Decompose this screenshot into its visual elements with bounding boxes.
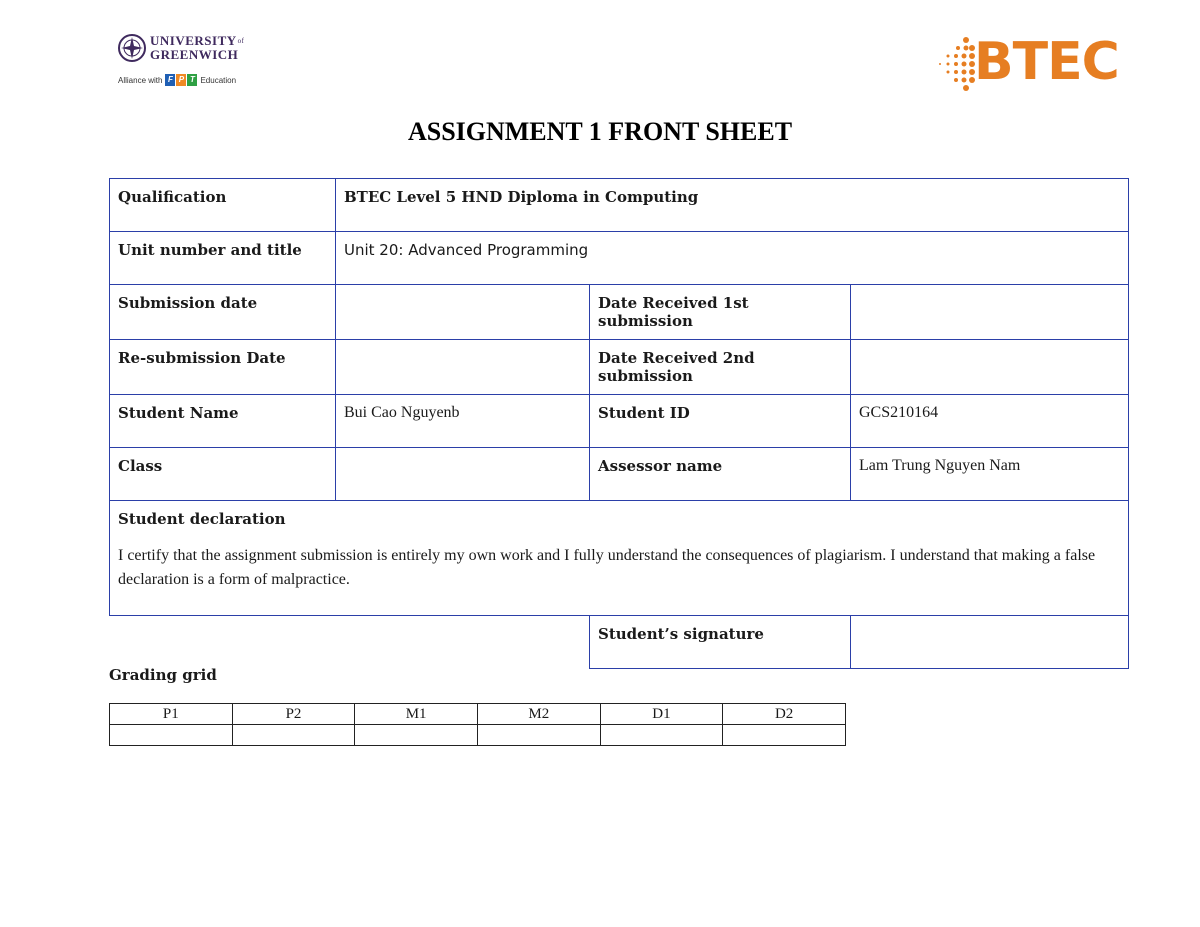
student-id-field[interactable]: GCS210164 [851,395,1129,448]
grade-cell-m2[interactable] [477,725,600,746]
signature-label: Student’s signature [590,616,851,669]
grade-cell-p2[interactable] [232,725,355,746]
university-name: $UNIVERSITY^{of}$ GREENWICH [150,33,245,62]
assessor-name-label: Assessor name [590,448,851,501]
grading-grid-table [109,703,846,746]
date-received-1-field[interactable] [851,285,1129,340]
table-row [110,501,1129,616]
grading-grid-label: Grading grid [109,666,217,684]
table-row [110,340,1129,395]
student-id-label: Student ID [590,395,851,448]
qualification-value: BTEC Level 5 HND Diploma in Computing [336,179,1129,232]
page-title: ASSIGNMENT 1 FRONT SHEET [407,117,793,146]
compass-seal-icon [118,34,146,62]
signature-field[interactable] [851,616,1129,669]
table-row [110,616,1129,669]
fpt-logo: F P T [165,74,197,86]
grade-header-m2: M2 [477,704,600,725]
empty-cell [110,616,590,669]
qualification-label: Qualification [110,179,336,232]
date-received-2-label: Date Received 2nd submission [590,340,851,395]
table-row [110,232,1129,285]
resubmission-date-label: Re-submission Date [110,340,336,395]
date-received-1-label: Date Received 1st submission [590,285,851,340]
grade-cell-p1[interactable] [110,725,233,746]
table-row [110,395,1129,448]
student-name-label: Student Name [110,395,336,448]
table-row [110,285,1129,340]
student-declaration [110,501,1129,616]
alliance-line: Alliance with F P T Education [118,75,237,85]
grade-header-d1: D1 [600,704,723,725]
grading-value-row [110,725,846,746]
grade-cell-d1[interactable] [600,725,723,746]
grade-cell-m1[interactable] [355,725,478,746]
submission-date-field[interactable] [336,285,590,340]
declaration-text: I certify that the assignment submission is entirely my own work and I fully understand the consequences of plagiarism. I understand that making a false declaration is a form of malpractice. [118,547,1096,588]
btec-wordmark: BTEC [974,32,1119,92]
unit-label: Unit number and title [110,232,336,285]
student-name-field[interactable]: Bui Cao Nguyenb [336,395,590,448]
btec-dot-pattern-icon [936,36,976,92]
grade-header-p1: P1 [110,704,233,725]
front-sheet-table [109,178,1129,669]
grade-cell-d2[interactable] [723,725,846,746]
table-row [110,448,1129,501]
grade-header-m1: M1 [355,704,478,725]
date-received-2-field[interactable] [851,340,1129,395]
grade-header-d2: D2 [723,704,846,725]
table-row [110,179,1129,232]
unit-value: Unit 20: Advanced Programming [336,232,1129,285]
university-of-greenwich-logo [116,30,256,94]
btec-logo [936,32,1122,96]
grade-header-p2: P2 [232,704,355,725]
assessor-name-field[interactable]: Lam Trung Nguyen Nam [851,448,1129,501]
class-field[interactable] [336,448,590,501]
declaration-title: Student declaration [118,510,286,528]
submission-date-label: Submission date [110,285,336,340]
grading-header-row [110,704,846,725]
class-label: Class [110,448,336,501]
resubmission-date-field[interactable] [336,340,590,395]
